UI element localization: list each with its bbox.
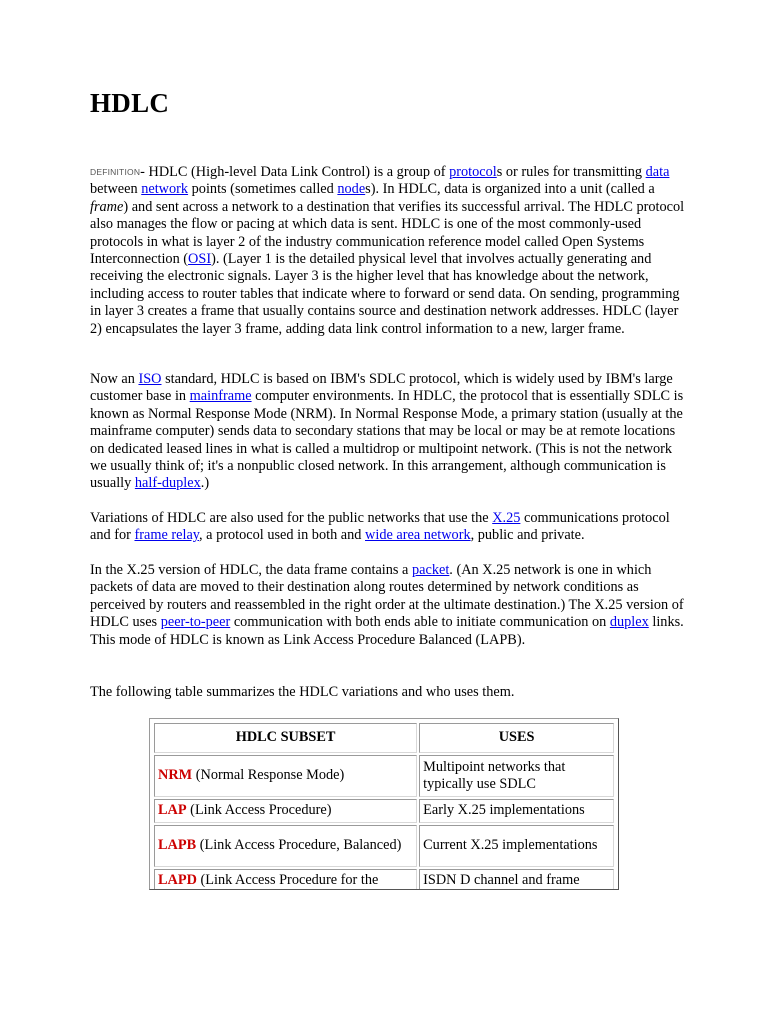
text: ) and sent across a network to a destination that verifies its successful arrival. The HDLC protocol also manages the flow or pacing at which data is sent. HDLC is one of the most commonly-used protocols in what is layer 2 of the industry communication reference model called Open Systems Interconnection ( — [90, 198, 685, 268]
text: s or rules for transmitting — [496, 164, 646, 180]
subset-name: (Link Access Procedure for the — [196, 872, 379, 888]
paragraph-table-intro: The following table summarizes the HDLC variations and who uses them. — [90, 684, 515, 700]
subset-abbr: LAP — [158, 802, 187, 819]
subset-cell — [154, 755, 417, 797]
header-hdlc-subset: HDLC SUBSET — [154, 723, 417, 753]
table-row — [154, 825, 614, 867]
definition-badge: DEFINITION — [90, 167, 141, 177]
text: computer environments. In HDLC, the protocol that is essentially SDLC is known as Normal Response Mode (NRM). In Normal Response Mode, a primary station (usually at the mainframe computer) sends data to secondary stations that may be local or may be at remote locations on dedicated leased lines in what is called a multidrop or multipoint network. (This is not the network we usually think of; it's a nonpublic closed network. In this arrangement, although communication is usually — [90, 388, 684, 492]
text: points (sometimes called — [188, 181, 338, 198]
text: - HDLC (High-level Data Link Control) is a group of — [140, 164, 450, 180]
link-x25[interactable]: X.25 — [492, 510, 521, 526]
uses-cell: Current X.25 implementations — [419, 825, 614, 867]
paragraph-definition — [90, 164, 690, 338]
uses-cell: Early X.25 implementations — [419, 799, 614, 823]
table-row — [154, 799, 614, 823]
paragraph-x25 — [90, 562, 690, 649]
link-half-duplex[interactable]: half-duplex — [134, 475, 201, 492]
text: links. This mode of HDLC is known as Link Access Procedure Balanced (LAPB). — [90, 614, 684, 648]
text: Now an — [90, 371, 139, 387]
link-wide-area-network[interactable]: wide area network — [365, 527, 471, 544]
text: Variations of HDLC are also used for the public networks that use the — [90, 510, 493, 526]
text: communications protocol and for — [90, 510, 670, 544]
link-network[interactable]: network — [141, 181, 189, 198]
table-row — [154, 869, 614, 890]
subset-cell — [154, 869, 417, 890]
link-protocols[interactable]: protocol — [449, 164, 497, 180]
hdlc-variations-table — [152, 721, 616, 890]
frame-emphasis: frame — [90, 198, 124, 215]
text: .) — [200, 475, 210, 492]
text: standard, HDLC is based on IBM's SDLC protocol, which is widely used by IBM's large customer base in — [90, 371, 673, 405]
text: , a protocol used in both and — [199, 527, 366, 544]
page-title: HDLC — [90, 88, 170, 118]
subset-name: (Link Access Procedure) — [186, 802, 332, 819]
text: s). In HDLC, data is organized into a unit (called a — [365, 181, 655, 198]
subset-abbr: NRM — [158, 767, 193, 784]
subset-name: (Normal Response Mode) — [192, 767, 345, 784]
link-packet[interactable]: packet — [411, 562, 450, 578]
text: , public and private. — [470, 527, 585, 544]
paragraph-variations — [90, 510, 690, 545]
subset-abbr: LAPB — [158, 837, 197, 854]
text: ). (Layer 1 is the detailed physical level that involves actually generating and receiving the electronic signals. Layer 3 is the higher level that has knowledge about the network, including access to router tables that indicate where to forward or send data. On sending, programming in layer 3 creates a frame that usually contains source and destination network addresses. HDLC (layer 2) encapsulates the layer 3 frame, adding data link control information to a new, larger frame. — [90, 251, 680, 337]
paragraph-iso — [90, 371, 690, 493]
uses-cell: Multipoint networks that typically use SDLC — [419, 755, 614, 797]
subset-name: (Link Access Procedure, Balanced) — [196, 837, 402, 854]
link-duplex[interactable]: duplex — [609, 614, 649, 631]
text: between — [90, 181, 142, 198]
link-mainframe[interactable]: mainframe — [189, 388, 252, 405]
subset-cell — [154, 799, 417, 823]
table-row — [154, 755, 614, 797]
link-frame-relay[interactable]: frame relay — [134, 527, 200, 544]
subset-cell — [154, 825, 417, 867]
header-uses: USES — [419, 723, 614, 753]
hdlc-table-frame — [149, 718, 619, 890]
link-iso[interactable]: ISO — [138, 371, 162, 387]
table-header-row — [154, 723, 614, 753]
link-peer-to-peer[interactable]: peer-to-peer — [160, 614, 231, 631]
link-nodes[interactable]: node — [337, 181, 366, 198]
text: . (An X.25 network is one in which packets of data are moved to their destination along routes determined by network conditions as perceived by routers and reassembled in the right order at the ultimate destination.) The X.25 version of HDLC uses — [90, 562, 684, 631]
link-data[interactable]: data — [645, 164, 670, 180]
text: communication with both ends able to initiate communication on — [230, 614, 610, 631]
subset-abbr: LAPD — [158, 872, 197, 888]
uses-cell: ISDN D channel and frame — [419, 869, 614, 890]
link-osi[interactable]: OSI — [188, 251, 212, 268]
text: In the X.25 version of HDLC, the data frame contains a — [90, 562, 412, 578]
